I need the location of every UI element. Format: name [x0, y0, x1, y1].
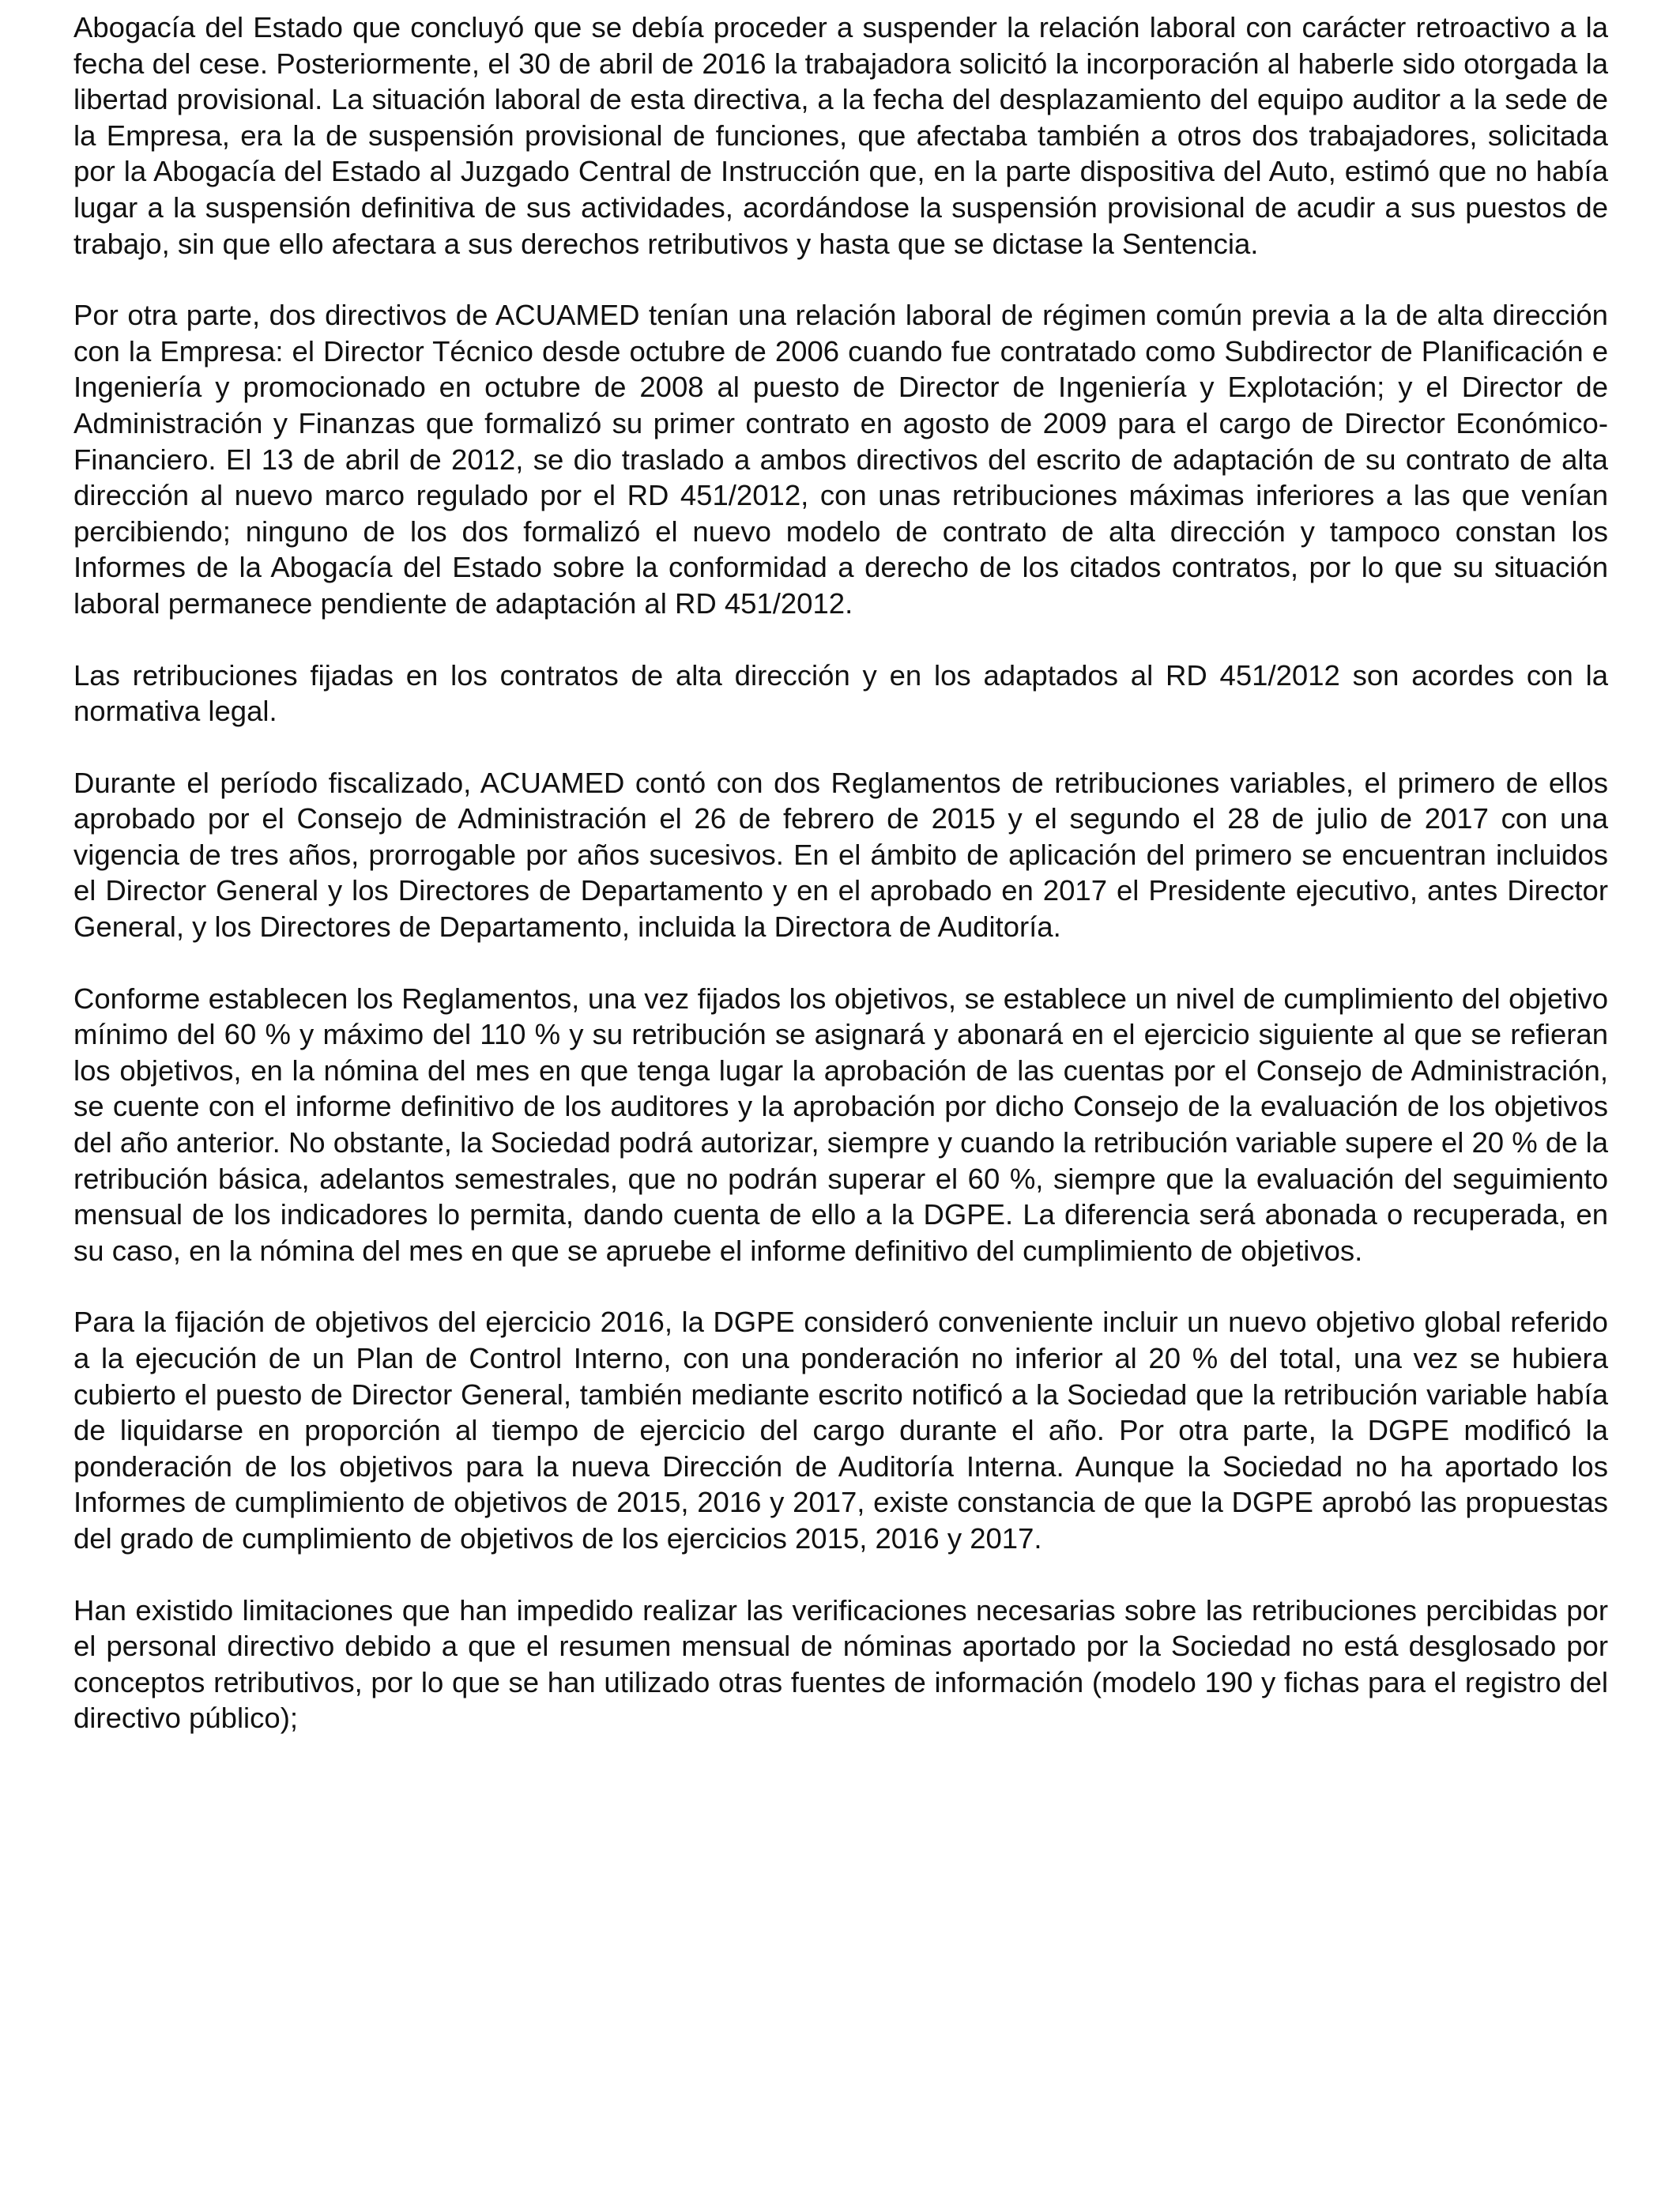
paragraph-retribuciones-contratos: Las retribuciones fijadas en los contratos de alta dirección y en los adaptados al RD 451/2012 son acordes con la normativa legal.: [73, 658, 1608, 728]
paragraph-reglamentos-retribuciones: Durante el período fiscalizado, ACUAMED contó con dos Reglamentos de retribuciones variables, el primero de ellos aprobado por el Consejo de Administración el 26 de febrero de 2015 y el segundo el 28 de julio de 2017 con una vigencia de tres años, prorrogable por años sucesivos. En el ámbito de aplicación del primero se encuentran incluidos el Director General y los Directores de Departamento y en el aprobado en 2017 el Presidente ejecutivo, antes Director General, y los Directores de Departamento, incluida la Directora de Auditoría.: [73, 766, 1608, 944]
paragraph-relacion-laboral-directivos: Por otra parte, dos directivos de ACUAMED tenían una relación laboral de régimen común previa a la de alta dirección con la Empresa: el Director Técnico desde octubre de 2006 cuando fue contratado como Subdirector de Planificación e Ingeniería y promocionado en octubre de 2008 al puesto de Director de Ingeniería y Explotación; y el Director de Administración y Finanzas que formalizó su primer contrato en agosto de 2009 para el cargo de Director Económico-Financiero. El 13 de abril de 2012, se dio traslado a ambos directivos del escrito de adaptación de su contrato de alta dirección al nuevo marco regulado por el RD 451/2012, con unas retribuciones máximas inferiores a las que venían percibiendo; ninguno de los dos formalizó el nuevo modelo de contrato de alta dirección y tampoco constan los Informes de la Abogacía del Estado sobre la conformidad a derecho de los citados contratos, por lo que su situación laboral permanece pendiente de adaptación al RD 451/2012.: [73, 299, 1608, 620]
document-page: [73, 9, 1608, 1736]
paragraph-nivel-cumplimiento: Conforme establecen los Reglamentos, una vez fijados los objetivos, se establece un nivel de cumplimiento del objetivo mínimo del 60 % y máximo del 110 % y su retribución se asignará y abonará en el ejercicio siguiente al que se refieran los objetivos, en la nómina del mes en que tenga lugar la aprobación de las cuentas por el Consejo de Administración, se cuente con el informe definitivo de los auditores y la aprobación por dicho Consejo de la evaluación de los objetivos del año anterior. No obstante, la Sociedad podrá autorizar, siempre y cuando la retribución variable supere el 20 % de la retribución básica, adelantos semestrales, que no podrán superar el 60 %, siempre que la evaluación del seguimiento mensual de los indicadores lo permita, dando cuenta de ello a la DGPE. La diferencia será abonada o recuperada, en su caso, en la nómina del mes en que se apruebe el informe definitivo del cumplimiento de objetivos.: [73, 982, 1608, 1267]
paragraph-suspension-directiva: Abogacía del Estado que concluyó que se debía proceder a suspender la relación laboral con carácter retroactivo a la fecha del cese. Posteriormente, el 30 de abril de 2016 la trabajadora solicitó la incorporación al haberle sido otorgada la libertad provisional. La situación laboral de esta directiva, a la fecha del desplazamiento del equipo auditor a la sede de la Empresa, era la de suspensión provisional de funciones, que afectaba también a otros dos trabajadores, solicitada por la Abogacía del Estado al Juzgado Central de Instrucción que, en la parte dispositiva del Auto, estimó que no había lugar a la suspensión definitiva de sus actividades, acordándose la suspensión provisional de acudir a sus puestos de trabajo, sin que ello afectara a sus derechos retributivos y hasta que se dictase la Sentencia.: [73, 11, 1608, 260]
paragraph-objetivos-2016: Para la fijación de objetivos del ejercicio 2016, la DGPE consideró conveniente incluir un nuevo objetivo global referido a la ejecución de un Plan de Control Interno, con una ponderación no inferior al 20 % del total, una vez se hubiera cubierto el puesto de Director General, también mediante escrito notificó a la Sociedad que la retribución variable había de liquidarse en proporción al tiempo de ejercicio del cargo durante el año. Por otra parte, la DGPE modificó la ponderación de los objetivos para la nueva Dirección de Auditoría Interna. Aunque la Sociedad no ha aportado los Informes de cumplimiento de objetivos de 2015, 2016 y 2017, existe constancia de que la DGPE aprobó las propuestas del grado de cumplimiento de objetivos de los ejercicios 2015, 2016 y 2017.: [73, 1306, 1608, 1555]
paragraph-limitaciones: Han existido limitaciones que han impedido realizar las verificaciones necesarias sobre las retribuciones percibidas por el personal directivo debido a que el resumen mensual de nóminas aportado por la Sociedad no está desglosado por conceptos retributivos, por lo que se han utilizado otras fuentes de información (modelo 190 y fichas para el registro del directivo público);: [73, 1593, 1608, 1735]
